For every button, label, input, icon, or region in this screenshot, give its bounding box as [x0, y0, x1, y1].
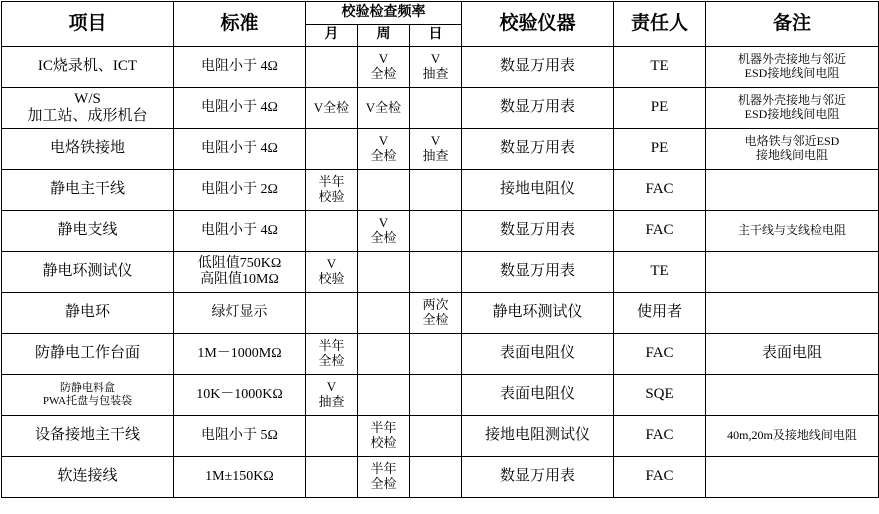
cell-remark [706, 457, 879, 498]
cell-responsible: PE [614, 129, 706, 170]
cell-instrument: 数显万用表 [462, 211, 614, 252]
cell-standard: 电阻小于 2Ω [174, 170, 306, 211]
header-instrument: 校验仪器 [462, 2, 614, 47]
cell-remark [706, 47, 879, 88]
cell-item [2, 375, 174, 416]
cell-month [306, 334, 358, 375]
cell-day [410, 47, 462, 88]
cell-month-line2: 抽查 [318, 394, 345, 409]
cell-remark-line2: ESD接地线间电阻 [744, 107, 840, 121]
cell-week [358, 375, 410, 416]
cell-day [410, 375, 462, 416]
cell-instrument: 表面电阻仪 [462, 375, 614, 416]
cell-responsible: FAC [614, 211, 706, 252]
cell-week [358, 47, 410, 88]
cell-remark: 主干线与支线检电阻 [706, 211, 879, 252]
table-row [2, 334, 879, 375]
header-item: 项目 [2, 2, 174, 47]
cell-item: 设备接地主干线 [2, 416, 174, 457]
cell-standard: 电阻小于 4Ω [174, 211, 306, 252]
cell-instrument: 数显万用表 [462, 252, 614, 293]
cell-item: 静电环测试仪 [2, 252, 174, 293]
cell-standard: 1M－1000MΩ [174, 334, 306, 375]
cell-responsible: FAC [614, 170, 706, 211]
cell-day [410, 457, 462, 498]
cell-month-line2: 校验 [318, 189, 345, 204]
cell-day-line2: 抽查 [422, 66, 449, 81]
cell-standard [174, 252, 306, 293]
cell-responsible: TE [614, 47, 706, 88]
cell-day [410, 416, 462, 457]
cell-day-line1: 两次 [422, 297, 449, 313]
cell-item: 静电环 [2, 293, 174, 334]
cell-standard: 电阻小于 4Ω [174, 88, 306, 129]
cell-day-line1: V [430, 51, 441, 67]
header-frequency-group: 校验检查频率 [306, 2, 462, 25]
header-responsible: 责任人 [614, 2, 706, 47]
cell-standard: 电阻小于 4Ω [174, 47, 306, 88]
cell-week-line2: 全检 [370, 148, 397, 163]
cell-month [306, 252, 358, 293]
cell-instrument: 数显万用表 [462, 457, 614, 498]
cell-month [306, 129, 358, 170]
cell-remark-line2: ESD接地线间电阻 [744, 66, 840, 80]
cell-month-line2: 校验 [318, 271, 345, 286]
table-row [2, 170, 879, 211]
cell-instrument: 接地电阻仪 [462, 170, 614, 211]
cell-remark [706, 170, 879, 211]
header-standard: 标准 [174, 2, 306, 47]
cell-remark [706, 375, 879, 416]
cell-item-line2: 加工站、成形机台 [27, 108, 148, 124]
cell-month [306, 211, 358, 252]
cell-day [410, 170, 462, 211]
table-row [2, 457, 879, 498]
cell-day [410, 334, 462, 375]
cell-instrument: 表面电阻仪 [462, 334, 614, 375]
cell-responsible: 使用者 [614, 293, 706, 334]
cell-week-line1: V [378, 133, 389, 149]
cell-week [358, 252, 410, 293]
cell-instrument: 接地电阻测试仪 [462, 416, 614, 457]
esd-inspection-table [1, 1, 879, 498]
cell-remark [706, 252, 879, 293]
cell-responsible: TE [614, 252, 706, 293]
cell-month [306, 293, 358, 334]
cell-remark-line1: 机器外壳接地与邻近 [738, 93, 847, 108]
cell-day-line2: 抽查 [422, 148, 449, 163]
cell-instrument: 数显万用表 [462, 47, 614, 88]
cell-month-line1: 半年 [318, 338, 345, 354]
cell-item-line1: W/S [74, 90, 101, 107]
cell-week-line2: 全检 [370, 476, 397, 491]
cell-item: 静电支线 [2, 211, 174, 252]
cell-month-line1: V [326, 256, 337, 272]
cell-month [306, 416, 358, 457]
header-day: 日 [410, 25, 462, 47]
cell-responsible: FAC [614, 416, 706, 457]
cell-item: 电烙铁接地 [2, 129, 174, 170]
cell-responsible: FAC [614, 334, 706, 375]
cell-week [358, 416, 410, 457]
cell-day [410, 211, 462, 252]
cell-day-line1: V [430, 133, 441, 149]
cell-responsible: PE [614, 88, 706, 129]
cell-remark-line2: 接地线间电阻 [756, 148, 829, 162]
cell-remark [706, 129, 879, 170]
cell-day-line2: 全检 [422, 312, 449, 327]
cell-week [358, 170, 410, 211]
table-row [2, 211, 879, 252]
cell-day [410, 252, 462, 293]
cell-month [306, 47, 358, 88]
cell-item-line1: 防静电料盒 [60, 382, 115, 395]
cell-standard: 电阻小于 4Ω [174, 129, 306, 170]
cell-remark-line1: 机器外壳接地与邻近 [738, 52, 847, 67]
table-row [2, 375, 879, 416]
cell-responsible: FAC [614, 457, 706, 498]
cell-item: 软连接线 [2, 457, 174, 498]
cell-month-line1: V [326, 379, 337, 395]
cell-month: V全检 [306, 88, 358, 129]
table-row [2, 129, 879, 170]
cell-week: V全检 [358, 88, 410, 129]
cell-item: 防静电工作台面 [2, 334, 174, 375]
header-month: 月 [306, 25, 358, 47]
cell-item [2, 88, 174, 129]
cell-week-line1: V [378, 215, 389, 231]
cell-standard: 绿灯显示 [174, 293, 306, 334]
cell-standard-line2: 高阻值10MΩ [200, 272, 279, 287]
cell-day [410, 293, 462, 334]
cell-standard: 1M±150KΩ [174, 457, 306, 498]
cell-day [410, 129, 462, 170]
cell-month-line1: 半年 [318, 174, 345, 190]
table-header-row-top [2, 2, 879, 25]
cell-responsible: SQE [614, 375, 706, 416]
table-row [2, 88, 879, 129]
cell-month [306, 170, 358, 211]
cell-remark: 表面电阻 [706, 334, 879, 375]
header-week: 周 [358, 25, 410, 47]
cell-instrument: 数显万用表 [462, 88, 614, 129]
cell-month [306, 457, 358, 498]
table-row [2, 416, 879, 457]
cell-week-line1: 半年 [370, 420, 397, 436]
cell-month-line2: 全检 [318, 353, 345, 368]
cell-week [358, 211, 410, 252]
cell-week-line1: V [378, 51, 389, 67]
header-remark: 备注 [706, 2, 879, 47]
cell-instrument: 数显万用表 [462, 129, 614, 170]
table-row [2, 47, 879, 88]
cell-instrument: 静电环测试仪 [462, 293, 614, 334]
cell-day [410, 88, 462, 129]
cell-standard-line1: 低阻值750KΩ [197, 255, 282, 271]
table-row [2, 293, 879, 334]
cell-remark: 40m,20m及接地线间电阻 [706, 416, 879, 457]
cell-remark [706, 293, 879, 334]
cell-item-line2: PWA托盘与包装袋 [42, 395, 133, 407]
cell-remark-line1: 电烙铁与邻近ESD [744, 134, 840, 149]
cell-item: 静电主干线 [2, 170, 174, 211]
cell-week-line2: 全检 [370, 66, 397, 81]
cell-week [358, 334, 410, 375]
cell-week [358, 129, 410, 170]
cell-standard: 电阻小于 5Ω [174, 416, 306, 457]
cell-week-line2: 全检 [370, 230, 397, 245]
table-row [2, 252, 879, 293]
cell-week-line1: 半年 [370, 461, 397, 477]
cell-week [358, 293, 410, 334]
cell-standard: 10K－1000KΩ [174, 375, 306, 416]
cell-month [306, 375, 358, 416]
cell-item: IC烧录机、ICT [2, 47, 174, 88]
cell-week-line2: 校检 [370, 435, 397, 450]
cell-week [358, 457, 410, 498]
cell-remark [706, 88, 879, 129]
